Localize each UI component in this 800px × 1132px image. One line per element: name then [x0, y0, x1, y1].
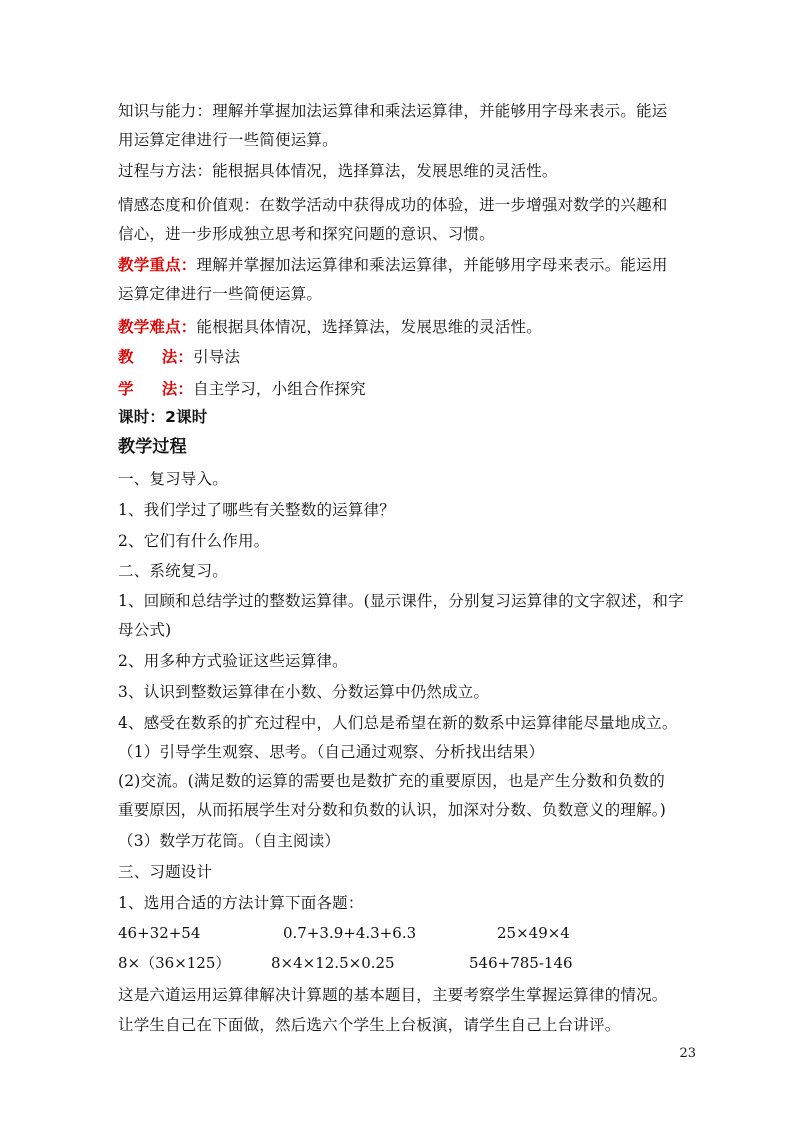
exercise-6: 546+785-146	[469, 954, 573, 972]
difficulty-text: 能根据具体情况，选择算法，发展思维的灵活性。	[196, 318, 542, 336]
teaching-method-label-b: 法：	[161, 347, 194, 366]
process-title: 教学过程	[118, 437, 187, 457]
difficulty-label: 教学难点：	[118, 317, 197, 336]
section2-item4: 4、感受在数系的扩充过程中，人们总是希望在新的数系中运算律能尽量地成立。	[118, 714, 678, 732]
section2-sub3: （3）数学万花筒。（自主阅读）	[118, 832, 341, 850]
section2-sub1: （1）引导学生观察、思考。（自己通过观察、分析找出结果）	[118, 743, 545, 761]
section2-item2: 2、用多种方式验证这些运算律。	[118, 652, 348, 670]
key-point-line2: 运算定律进行一些简便运算。	[118, 285, 323, 303]
teaching-method-text: 引导法	[193, 348, 241, 366]
key-point-line1	[118, 254, 668, 276]
section1-question1: 1、我们学过了哪些有关整数的运算律？	[118, 501, 395, 519]
objective-knowledge-line2: 用运算定律进行一些简便运算。	[118, 131, 338, 149]
page-number: 23	[679, 1046, 696, 1061]
section2-sub2-line2: 重要原因，从而拓展学生对分数和负数的认识，加深对分数、负数意义的理解。)	[118, 801, 666, 819]
section2-sub2-line1: (2)交流。(满足数的运算的需要也是数扩充的重要原因，也是产生分数和负数的	[118, 772, 665, 790]
exercise-3: 25×49×4	[497, 924, 570, 942]
learning-method-label-b: 法：	[161, 379, 194, 398]
learning-method-label-a: 学	[118, 379, 134, 398]
exercise-4: 8×（36×125）	[118, 954, 231, 972]
section3-exercise-intro: 1、选用合适的方法计算下面各题：	[118, 894, 364, 912]
teaching-method-line	[118, 346, 240, 368]
objective-process: 过程与方法：能根据具体情况，选择算法，发展思维的灵活性。	[118, 162, 558, 180]
difficulty-line	[118, 316, 542, 338]
exercise-5: 8×4×12.5×0.25	[271, 954, 395, 972]
learning-method-line	[118, 378, 366, 400]
learning-method-text: 自主学习，小组合作探究	[193, 380, 366, 398]
objective-emotion-line2: 信心，进一步形成独立思考和探究问题的意识、习惯。	[118, 225, 495, 243]
exercise-2: 0.7+3.9+4.3+6.3	[283, 924, 417, 942]
key-point-text: 理解并掌握加法运算律和乘法运算律，并能够用字母来表示。能运用	[196, 256, 668, 274]
exercise-1: 46+32+54	[118, 924, 201, 942]
section3-note-line1: 这是六道运用运算律解决计算题的基本题目，主要考察学生掌握运算律的情况。	[118, 986, 668, 1004]
section3-note-line2: 让学生自己在下面做，然后选六个学生上台板演，请学生自己上台讲评。	[118, 1016, 621, 1034]
section1-heading: 一、复习导入。	[118, 470, 228, 488]
objective-knowledge-line1: 知识与能力：理解并掌握加法运算律和乘法运算律，并能够用字母来表示。能运	[118, 102, 668, 120]
section2-heading: 二、系统复习。	[118, 562, 228, 580]
teaching-method-label-a: 教	[118, 347, 134, 366]
section2-item3: 3、认识到整数运算律在小数、分数运算中仍然成立。	[118, 683, 490, 701]
section1-question2: 2、它们有什么作用。	[118, 532, 270, 550]
section3-heading: 三、习题设计	[118, 863, 213, 881]
section2-item1-line2: 母公式)	[118, 621, 172, 639]
section2-item1-line1: 1、回顾和总结学过的整数运算律。(显示课件，分别复习运算律的文字叙述，和字	[118, 592, 684, 610]
class-hours: 课时：2课时	[118, 408, 208, 426]
key-point-label: 教学重点：	[118, 255, 197, 274]
objective-emotion-line1: 情感态度和价值观：在数学活动中获得成功的体验，进一步增强对数学的兴趣和	[118, 196, 668, 214]
